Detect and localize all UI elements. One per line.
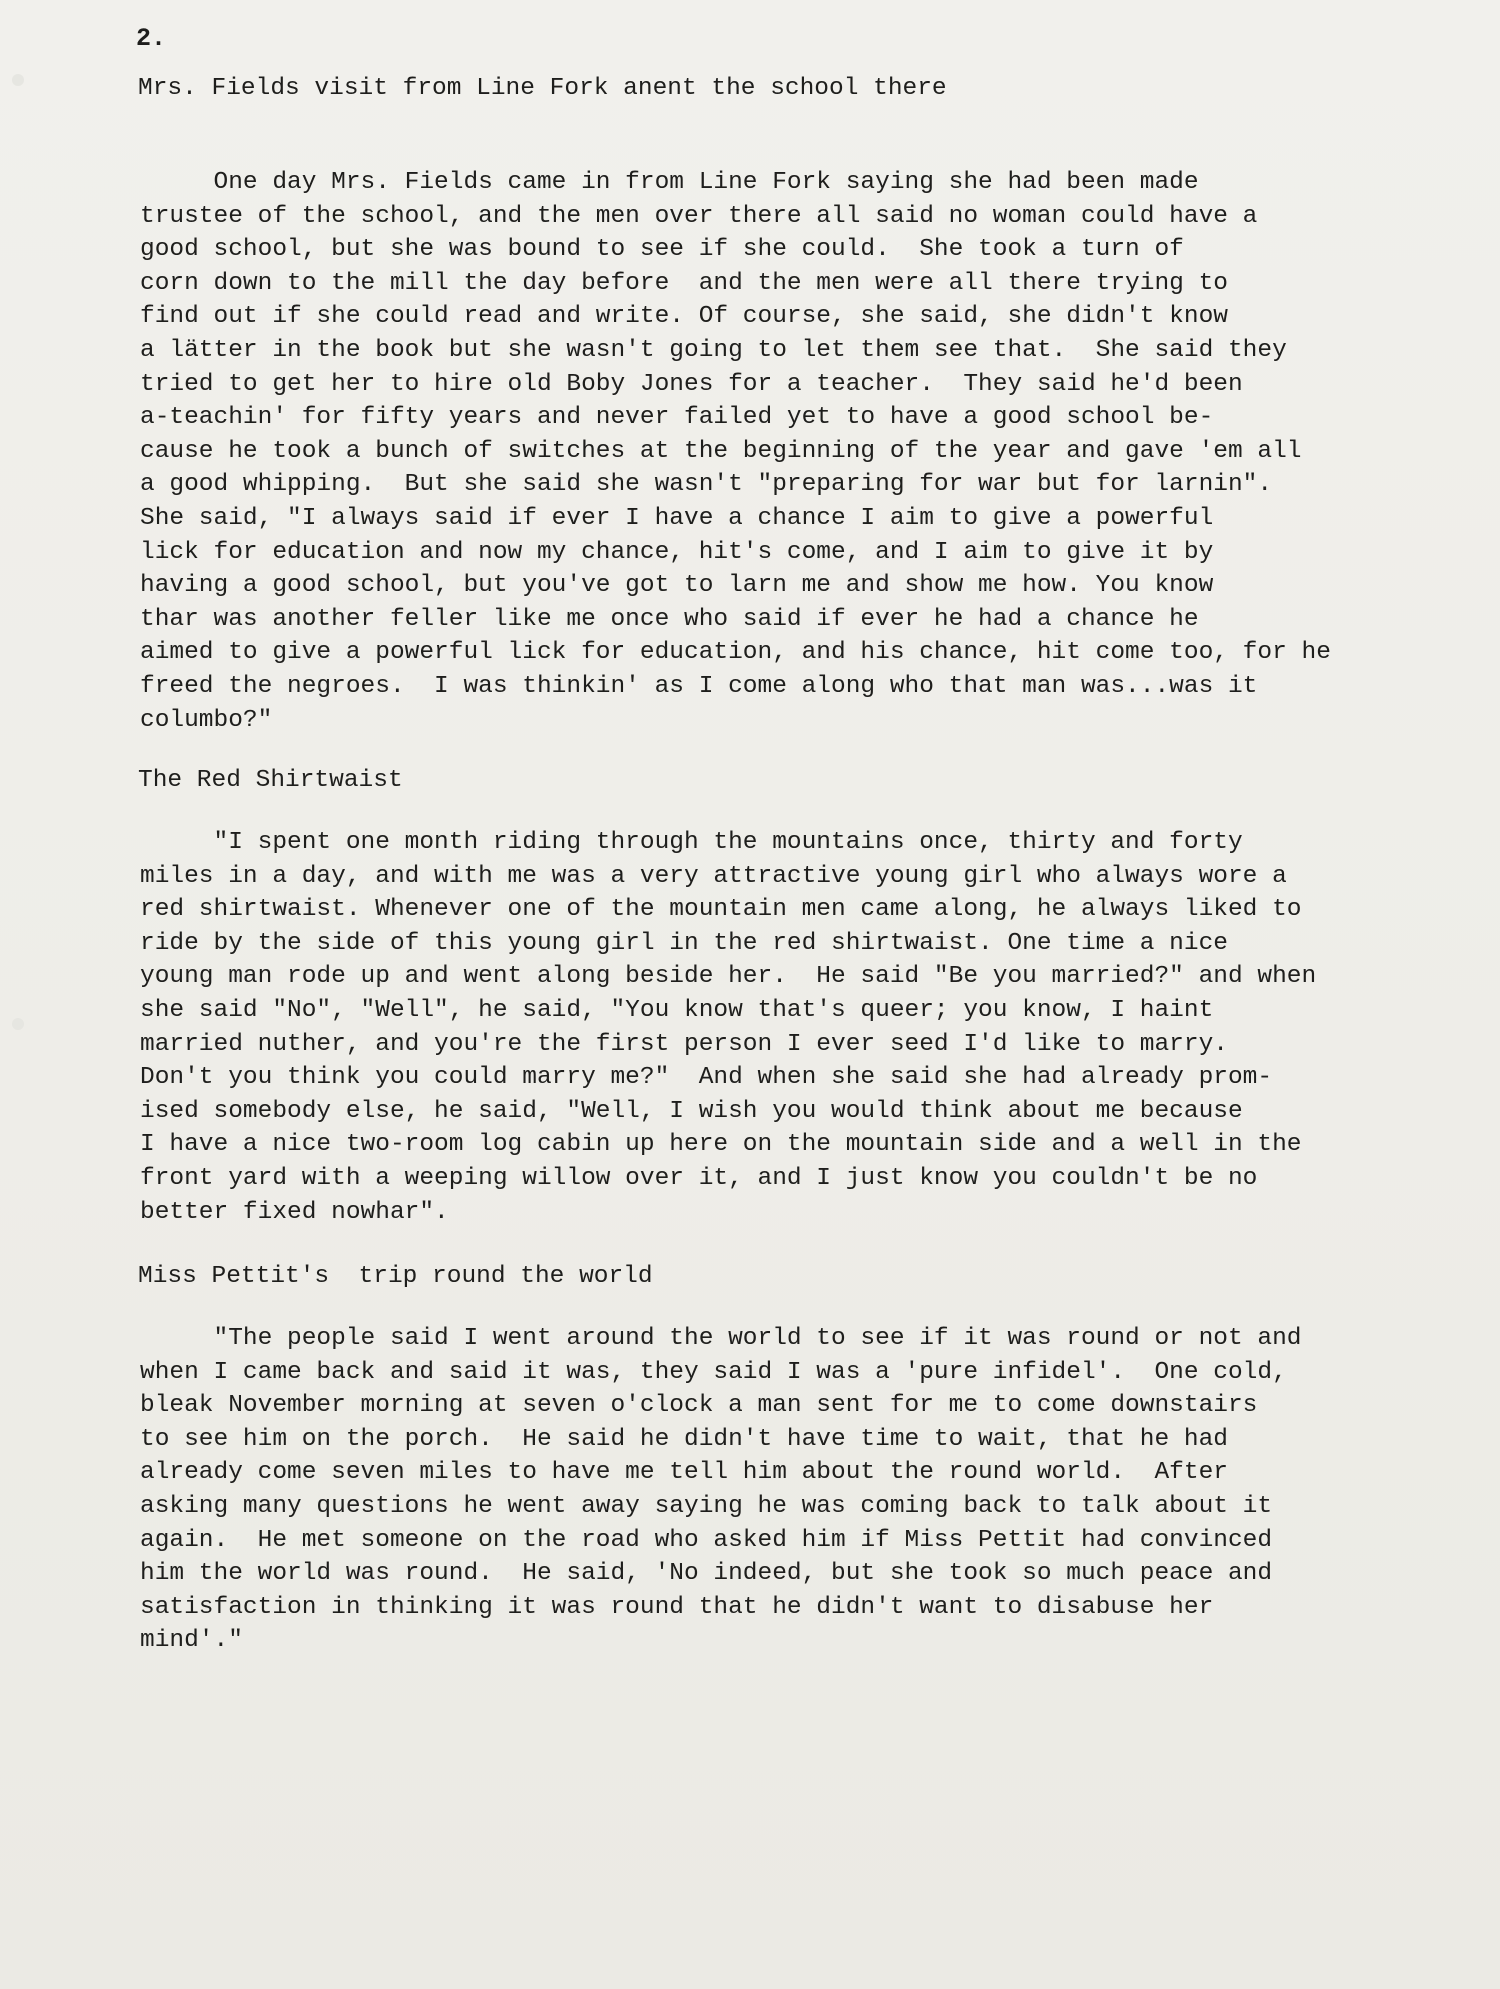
text-line: She said, "I always said if ever I have a chance I aim to give a powerful [140,504,1214,532]
text-line: mind'." [140,1627,243,1655]
text-line: "The people said I went around the world to see if it was round or not and [140,1325,1302,1352]
text-line: asking many questions he went away saying he was coming back to talk about it [140,1492,1273,1520]
text-line: front yard with a weeping willow over it, and I just know you couldn't be no [140,1164,1258,1192]
text-line: satisfaction in thinking it was round that he didn't want to disabuse her [140,1593,1214,1621]
paragraph-miss-pettit [140,1322,1302,1658]
page-number: 2. [136,24,167,53]
text-line: aimed to give a powerful lick for education, and his chance, hit come too, for he [140,639,1331,667]
section-heading-mrs-fields: Mrs. Fields visit from Line Fork anent the school there [138,75,947,102]
text-line: columbo?" [140,706,273,734]
text-line: when I came back and said it was, they said I was a 'pure infidel'. One cold, [140,1358,1287,1386]
paragraph-mrs-fields [140,166,1331,737]
text-line: already come seven miles to have me tell him about the round world. After [140,1459,1228,1487]
text-line: miles in a day, and with me was a very attractive young girl who always wore a [140,862,1287,890]
text-line: tried to get her to hire old Boby Jones for a teacher. They said he'd been [140,370,1243,398]
text-line: find out if she could read and write. Of course, she said, she didn't know [140,303,1228,331]
text-line: good school, but she was bound to see if she could. She took a turn of [140,236,1184,264]
text-line: cause he took a bunch of switches at the beginning of the year and gave 'em all [140,437,1302,465]
punch-hole-mark [12,74,24,86]
text-line: "I spent one month riding through the mountains once, thirty and forty [140,829,1243,856]
text-line: Don't you think you could marry me?" And when she said she had already prom- [140,1064,1273,1092]
text-line: better fixed nowhar". [140,1198,449,1226]
text-line: One day Mrs. Fields came in from Line Fork saying she had been made [140,169,1199,196]
text-line: red shirtwaist. Whenever one of the mountain men came along, he always liked to [140,896,1302,924]
paragraph-red-shirtwaist [140,826,1316,1229]
text-line: to see him on the porch. He said he didn't have time to wait, that he had [140,1425,1228,1453]
text-line: ride by the side of this young girl in the red shirtwaist. One time a nice [140,929,1228,957]
text-line: married nuther, and you're the first person I ever seed I'd like to marry. [140,1030,1228,1058]
section-heading-miss-pettit: Miss Pettit's trip round the world [138,1263,653,1290]
text-line: thar was another feller like me once who said if ever he had a chance he [140,605,1199,633]
text-line: him the world was round. He said, 'No indeed, but she took so much peace and [140,1560,1273,1588]
text-line: having a good school, but you've got to larn me and show me how. You know [140,572,1214,600]
text-line: corn down to the mill the day before and the men were all there trying to [140,269,1228,297]
text-line: young man rode up and went along beside her. He said "Be you married?" and when [140,963,1317,991]
punch-hole-mark [12,1018,24,1030]
text-line: lick for education and now my chance, hit's come, and I aim to give it by [140,538,1214,566]
text-line: I have a nice two-room log cabin up here on the mountain side and a well in the [140,1131,1302,1159]
text-line: a-teachin' for fifty years and never failed yet to have a good school be- [140,404,1214,432]
text-line: ised somebody else, he said, "Well, I wish you would think about me because [140,1097,1243,1125]
text-line: a lätter in the book but she wasn't going to let them see that. She said they [140,336,1287,364]
text-line: freed the negroes. I was thinkin' as I come along who that man was...was it [140,672,1258,700]
text-line: trustee of the school, and the men over there all said no woman could have a [140,202,1258,230]
section-heading-red-shirtwaist: The Red Shirtwaist [138,767,403,794]
text-line: again. He met someone on the road who asked him if Miss Pettit had convinced [140,1526,1273,1554]
text-line: bleak November morning at seven o'clock a man sent for me to come downstairs [140,1392,1258,1420]
text-line: a good whipping. But she said she wasn't "preparing for war but for larnin". [140,471,1273,499]
text-line: she said "No", "Well", he said, "You know that's queer; you know, I haint [140,996,1214,1024]
